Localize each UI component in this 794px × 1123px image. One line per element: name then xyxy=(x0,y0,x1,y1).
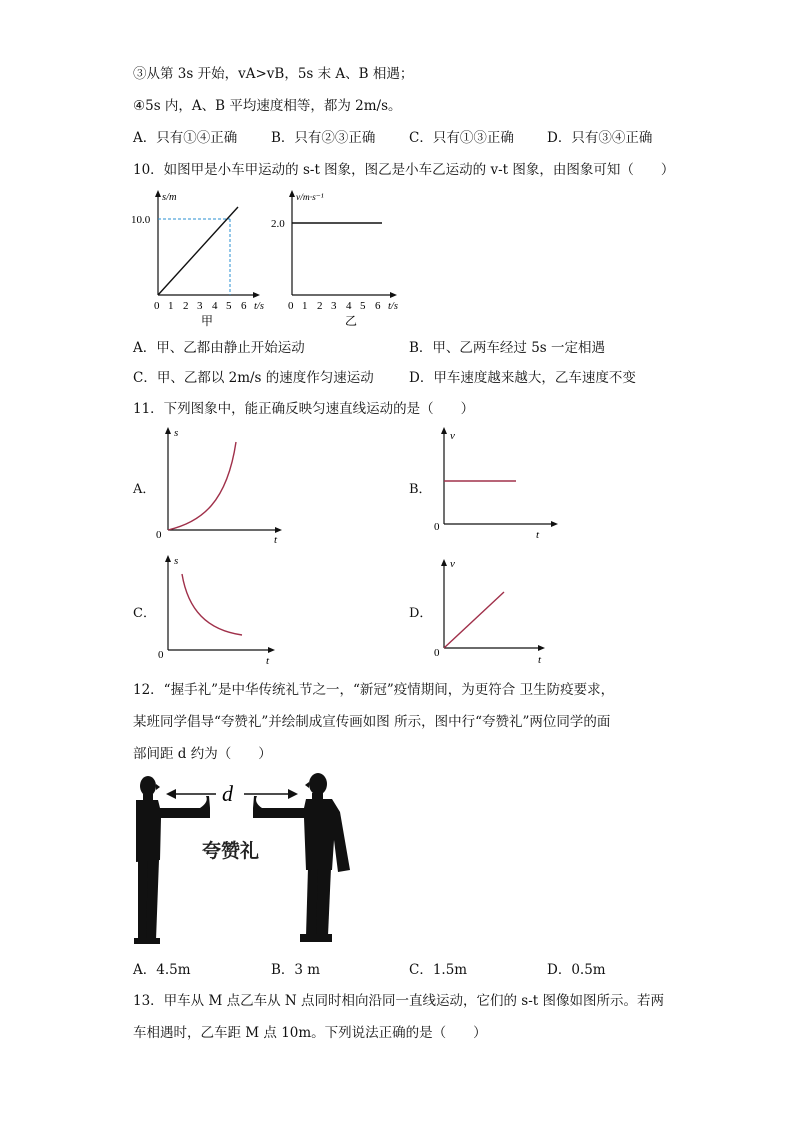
q12-line-2: 某班同学倡导“夸赞礼”并绘制成宣传画如图 所示，图中行“夸赞礼”两位同学的面 xyxy=(133,714,611,730)
yi-x-tick-6: 6 xyxy=(375,300,381,312)
yi-x-tick-1: 1 xyxy=(302,300,308,312)
jia-x-label: t/s xyxy=(254,301,264,312)
q9-statement-4: ④5s 内，A、B 平均速度相等，都为 2m/s。 xyxy=(133,98,402,114)
q10-graphs xyxy=(130,185,420,330)
jia-line xyxy=(158,207,238,295)
graph-d-x-label: t xyxy=(538,654,542,666)
q11-graph-b xyxy=(428,422,563,546)
graph-b-origin: 0 xyxy=(434,521,440,533)
graph-c-x-arrow-icon xyxy=(268,647,275,653)
graph-b-y-label: v xyxy=(450,430,455,442)
graph-d-y-arrow-icon xyxy=(441,559,447,566)
left-person-silhouette xyxy=(134,776,210,944)
q12-line-3: 部间距 d 约为（ ） xyxy=(133,746,272,762)
q12-option-d: D．0.5m xyxy=(547,962,606,978)
jia-y-tick: 10.0 xyxy=(131,214,151,226)
graph-d-line xyxy=(444,592,504,648)
graph-a-x-arrow-icon xyxy=(275,527,282,533)
q11-graph-d-letter: D． xyxy=(409,606,433,621)
graph-d-origin: 0 xyxy=(434,647,440,659)
graph-c-y-arrow-icon xyxy=(165,555,171,562)
q9-option-a: A．只有①④正确 xyxy=(133,130,238,146)
jia-y-arrow-icon xyxy=(155,190,161,197)
q12-option-a: A．4.5m xyxy=(133,962,191,978)
q12-line-1: 12．“握手礼”是中华传统礼节之一，“新冠”疫情期间，为更符合 卫生防疫要求， xyxy=(133,682,615,698)
q11-graph-d xyxy=(428,550,563,668)
graph-b-x-arrow-icon xyxy=(551,521,558,527)
jia-x-tick-3: 3 xyxy=(197,300,203,312)
q11-stem: 11．下列图象中，能正确反映匀速直线运动的是（ ） xyxy=(133,401,475,417)
jia-x-tick-0: 0 xyxy=(154,300,160,312)
right-person-silhouette xyxy=(253,773,350,942)
graph-a-y-label: s xyxy=(174,427,179,439)
arrow-left-icon xyxy=(166,789,176,799)
distance-d-label: d xyxy=(222,781,233,806)
graph-a-y-arrow-icon xyxy=(165,427,171,434)
arrow-right-icon xyxy=(288,789,298,799)
yi-x-tick-0: 0 xyxy=(288,300,294,312)
jia-y-label: s/m xyxy=(162,192,177,203)
graph-a-x-label: t xyxy=(274,534,278,546)
q12-figure xyxy=(128,770,358,948)
graph-yi xyxy=(271,190,398,328)
jia-x-tick-4: 4 xyxy=(212,300,218,312)
graph-c-curve xyxy=(182,574,242,635)
graph-d-x-arrow-icon xyxy=(538,645,545,651)
q11-graph-c xyxy=(152,550,287,668)
q10-stem: 10．如图甲是小车甲运动的 s-t 图象，图乙是小车乙运动的 v-t 图象，由图象可知（ ） xyxy=(133,162,675,178)
yi-y-label: v/m·s⁻¹ xyxy=(296,193,324,203)
yi-x-arrow-icon xyxy=(390,292,397,298)
q10-option-c: C．甲、乙都以 2m/s 的速度作匀速运动 xyxy=(133,370,374,386)
q9-option-d: D．只有③④正确 xyxy=(547,130,653,146)
q12-option-b: B．3 m xyxy=(271,962,321,978)
yi-y-arrow-icon xyxy=(289,190,295,197)
q11-graph-b-letter: B． xyxy=(409,482,432,497)
q10-option-b: B．甲、乙两车经过 5s 一定相遇 xyxy=(409,340,606,356)
q13-line-2: 车相遇时，乙车距 M 点 10m。下列说法正确的是（ ） xyxy=(133,1025,487,1041)
graph-b-x-label: t xyxy=(536,529,540,541)
q9-option-c: C．只有①③正确 xyxy=(409,130,514,146)
graph-a-origin: 0 xyxy=(156,529,162,541)
q10-option-a: A．甲、乙都由静止开始运动 xyxy=(133,340,305,356)
graph-b-y-arrow-icon xyxy=(441,427,447,434)
yi-x-tick-3: 3 xyxy=(331,300,337,312)
q11-graph-c-letter: C． xyxy=(133,606,156,621)
graph-a-curve xyxy=(168,442,236,530)
yi-x-tick-2: 2 xyxy=(317,300,323,312)
q13-line-1: 13．甲车从 M 点乙车从 N 点同时相向沿同一直线运动，它们的 s-t 图像如图所示。若两 xyxy=(133,993,664,1009)
q11-graph-a-letter: A． xyxy=(133,482,156,497)
graph-jia xyxy=(131,190,264,328)
jia-x-arrow-icon xyxy=(253,292,260,298)
graph-c-x-label: t xyxy=(266,655,270,667)
q9-statement-3: ③从第 3s 开始，vA>vB，5s 末 A、B 相遇； xyxy=(133,66,414,82)
graph-d-y-label: v xyxy=(450,558,455,570)
graph-c-origin: 0 xyxy=(158,649,164,661)
jia-x-tick-5: 5 xyxy=(226,300,232,312)
jia-caption: 甲 xyxy=(201,314,214,328)
jia-x-tick-1: 1 xyxy=(168,300,174,312)
figure-caption: 夸赞礼 xyxy=(202,841,260,862)
yi-x-label: t/s xyxy=(388,301,398,312)
jia-x-tick-6: 6 xyxy=(241,300,247,312)
yi-x-tick-4: 4 xyxy=(346,300,352,312)
yi-caption: 乙 xyxy=(345,314,358,328)
q9-option-b: B．只有②③正确 xyxy=(271,130,376,146)
q11-graph-a xyxy=(152,422,287,546)
q10-option-d: D．甲车速度越来越大，乙车速度不变 xyxy=(409,370,636,386)
graph-c-y-label: s xyxy=(174,555,179,567)
q12-option-c: C．1.5m xyxy=(409,962,468,978)
yi-y-tick: 2.0 xyxy=(271,218,285,230)
yi-x-tick-5: 5 xyxy=(360,300,366,312)
jia-x-tick-2: 2 xyxy=(183,300,189,312)
